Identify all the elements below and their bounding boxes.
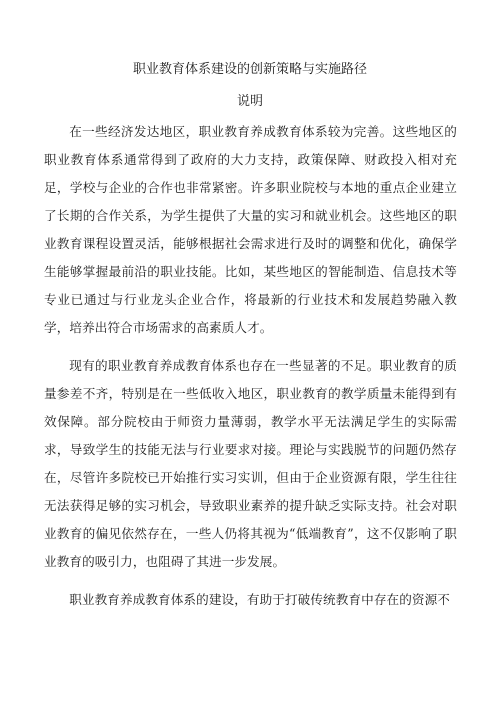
section-heading: 说明: [236, 94, 263, 109]
document-title: 职业教育体系建设的创新策略与实施路径: [132, 62, 367, 77]
paragraph-3: 职业教育养成教育体系的建设，有助于打破传统教育中存在的资源不: [69, 592, 450, 607]
document-body: [44, 118, 457, 624]
paragraph-2: 现有的职业教育养成教育体系也存在一些显著的不足。职业教育的质量参差不齐，特别是在一些低收入地区，职业教育的教学质量未能得到有效保障。部分院校由于师资力量薄弱，教学水平无法满足学生的实际需求，导致学生的技能无法与行业要求对接。理论与实践脱节的问题仍然存在，尽管许多院校已开始推行实习实训，但由于企业资源有限，学生往往无法获得足够的实习机会，导致职业素养的提升缺乏实际支持。社会对职业教育的偏见依然存在，一些人仍将其视为“低端教育”，这不仅影响了职业教育的吸引力，也阻碍了其进一步发展。: [44, 358, 457, 569]
paragraph-1: 在一些经济发达地区，职业教育养成教育体系较为完善。这些地区的职业教育体系通常得到了政府的大力支持，政策保障、财政投入相对充足，学校与企业的合作也非常紧密。许多职业院校与本地的重点企业建立了长期的合作关系，为学生提供了大量的实习和就业机会。这些地区的职业教育课程设置灵活，能够根据社会需求进行及时的调整和优化，确保学生能够掌握最前沿的职业技能。比如，某些地区的智能制造、信息技术等专业已通过与行业龙头企业合作，将最新的行业技术和发展趋势融入教学，培养出符合市场需求的高素质人才。: [44, 124, 457, 335]
